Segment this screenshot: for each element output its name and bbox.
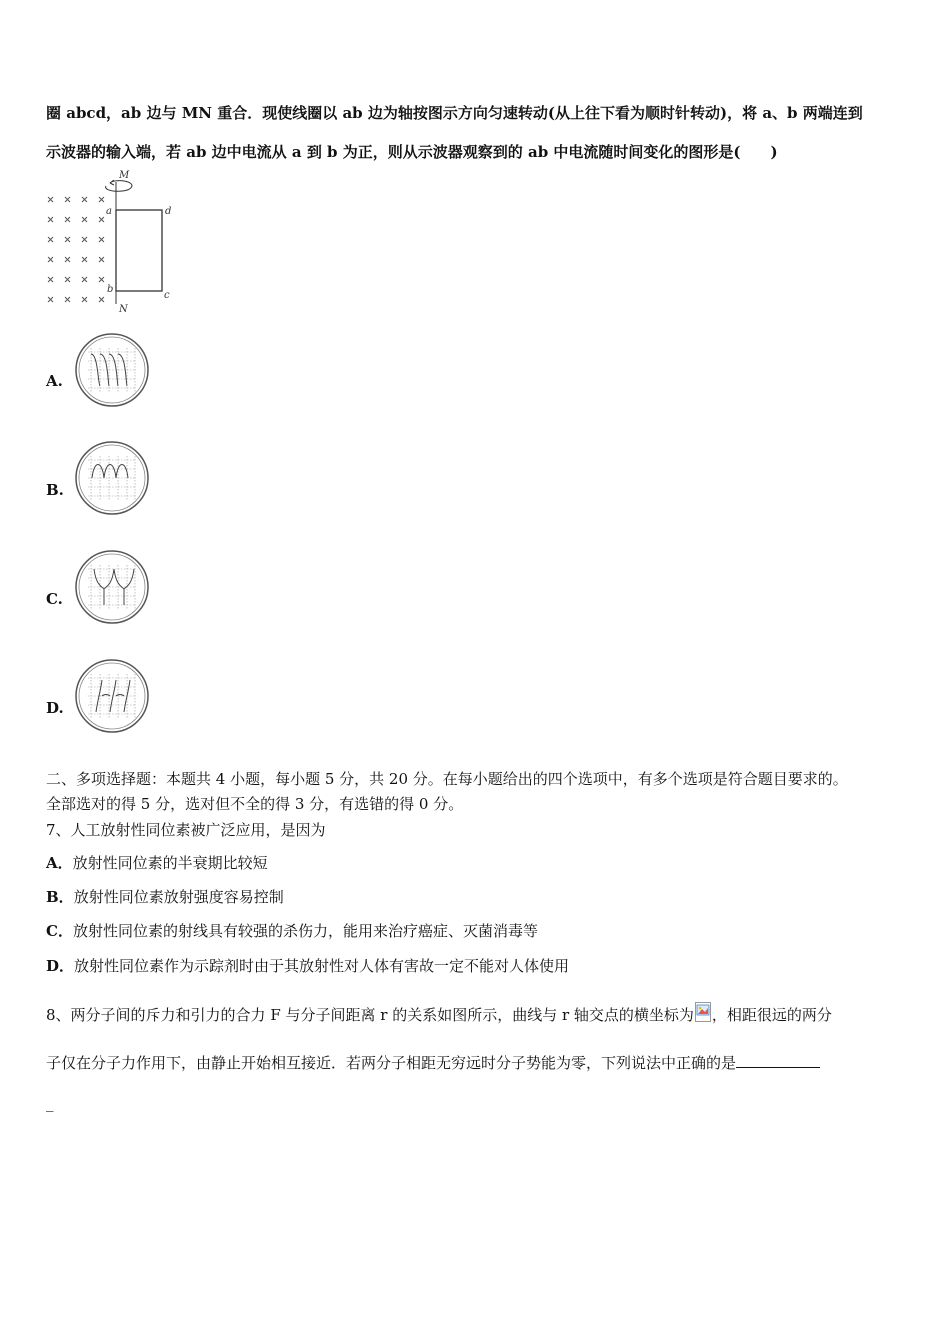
oscilloscope-d-image[interactable] [74,658,150,734]
coil-abcd [116,210,162,291]
q8-line-2-text: 子仅在分子力作用下，由静止开始相互接近．若两分子相距无穷远时分子势能为零，下列说法中正确的是 [46,1054,737,1072]
q7-option-a-label: A． [46,854,73,872]
rotation-arrow [106,181,132,192]
q7-option-c-label: C． [46,922,73,940]
q7-stem: 7、人工放射性同位素被广泛应用，是因为 [46,821,326,839]
q7-option-d-label: D． [46,957,75,975]
q6-line-2: 示波器的输入端，若 ab 边中电流从 a 到 b 为正，则从示波器观察到的 ab 中电流随时间变化的图形是( ) [46,143,778,161]
coil-magnetic-field-figure [44,168,184,318]
q8-line-1 [46,1002,832,1025]
section-2-header-line-1: 二、多项选择题：本题共 4 小题，每小题 5 分，共 20 分。在每小题给出的四个选项中，有多个选项是符合题目要求的。 [46,770,848,788]
q7-option-b-label: B． [46,888,74,906]
q8-line-1-text-a: 8、两分子间的斥力和引力的合力 F 与分子间距离 r 的关系如图所示，曲线与 r 轴交点的横坐标为 [46,1006,694,1024]
q7-option-c[interactable] [46,920,538,941]
q7-option-a-text: 放射性同位素的半衰期比较短 [72,854,268,872]
q6-option-b-label[interactable]: B. [46,481,64,499]
q7-option-d[interactable] [46,955,569,976]
label-c: c [164,290,170,301]
oscilloscope-a-image[interactable] [74,332,150,408]
label-d: d [165,206,172,217]
q8-line-3: _ [46,1094,54,1112]
oscilloscope-c-image[interactable] [74,549,150,625]
q7-option-b[interactable] [46,886,284,907]
q6-option-c-label[interactable]: C. [46,590,63,608]
q8-line-2 [46,1052,820,1073]
q7-option-c-text: 放射性同位素的射线具有较强的杀伤力，能用来治疗癌症、灭菌消毒等 [72,922,538,940]
oscilloscope-b-image[interactable] [74,440,150,516]
broken-image-icon [695,1002,711,1022]
section-2-header-line-2: 全部选对的得 5 分，选对但不全的得 3 分，有选错的得 0 分。 [46,795,464,813]
q6-option-a-label[interactable]: A. [46,372,63,390]
label-a: a [106,206,112,217]
q7-option-d-text: 放射性同位素作为示踪剂时由于其放射性对人体有害故一定不能对人体使用 [74,957,570,975]
label-n: N [119,304,128,315]
q8-line-1-text-b: ，相距很远的两分 [711,1006,832,1024]
label-b: b [107,284,114,295]
q7-option-a[interactable] [46,852,268,873]
q6-option-d-label[interactable]: D. [46,699,64,717]
answer-blank[interactable] [736,1053,820,1068]
q6-line-1: 圈 abcd，ab 边与 MN 重合．现使线圈以 ab 边为轴按图示方向匀速转动(从上往下看为顺时针转动)，将 a、b 两端连到 [46,104,863,122]
magnetic-field-crosses [48,197,104,302]
q7-option-b-text: 放射性同位素放射强度容易控制 [73,888,284,906]
label-m: M [119,170,130,181]
